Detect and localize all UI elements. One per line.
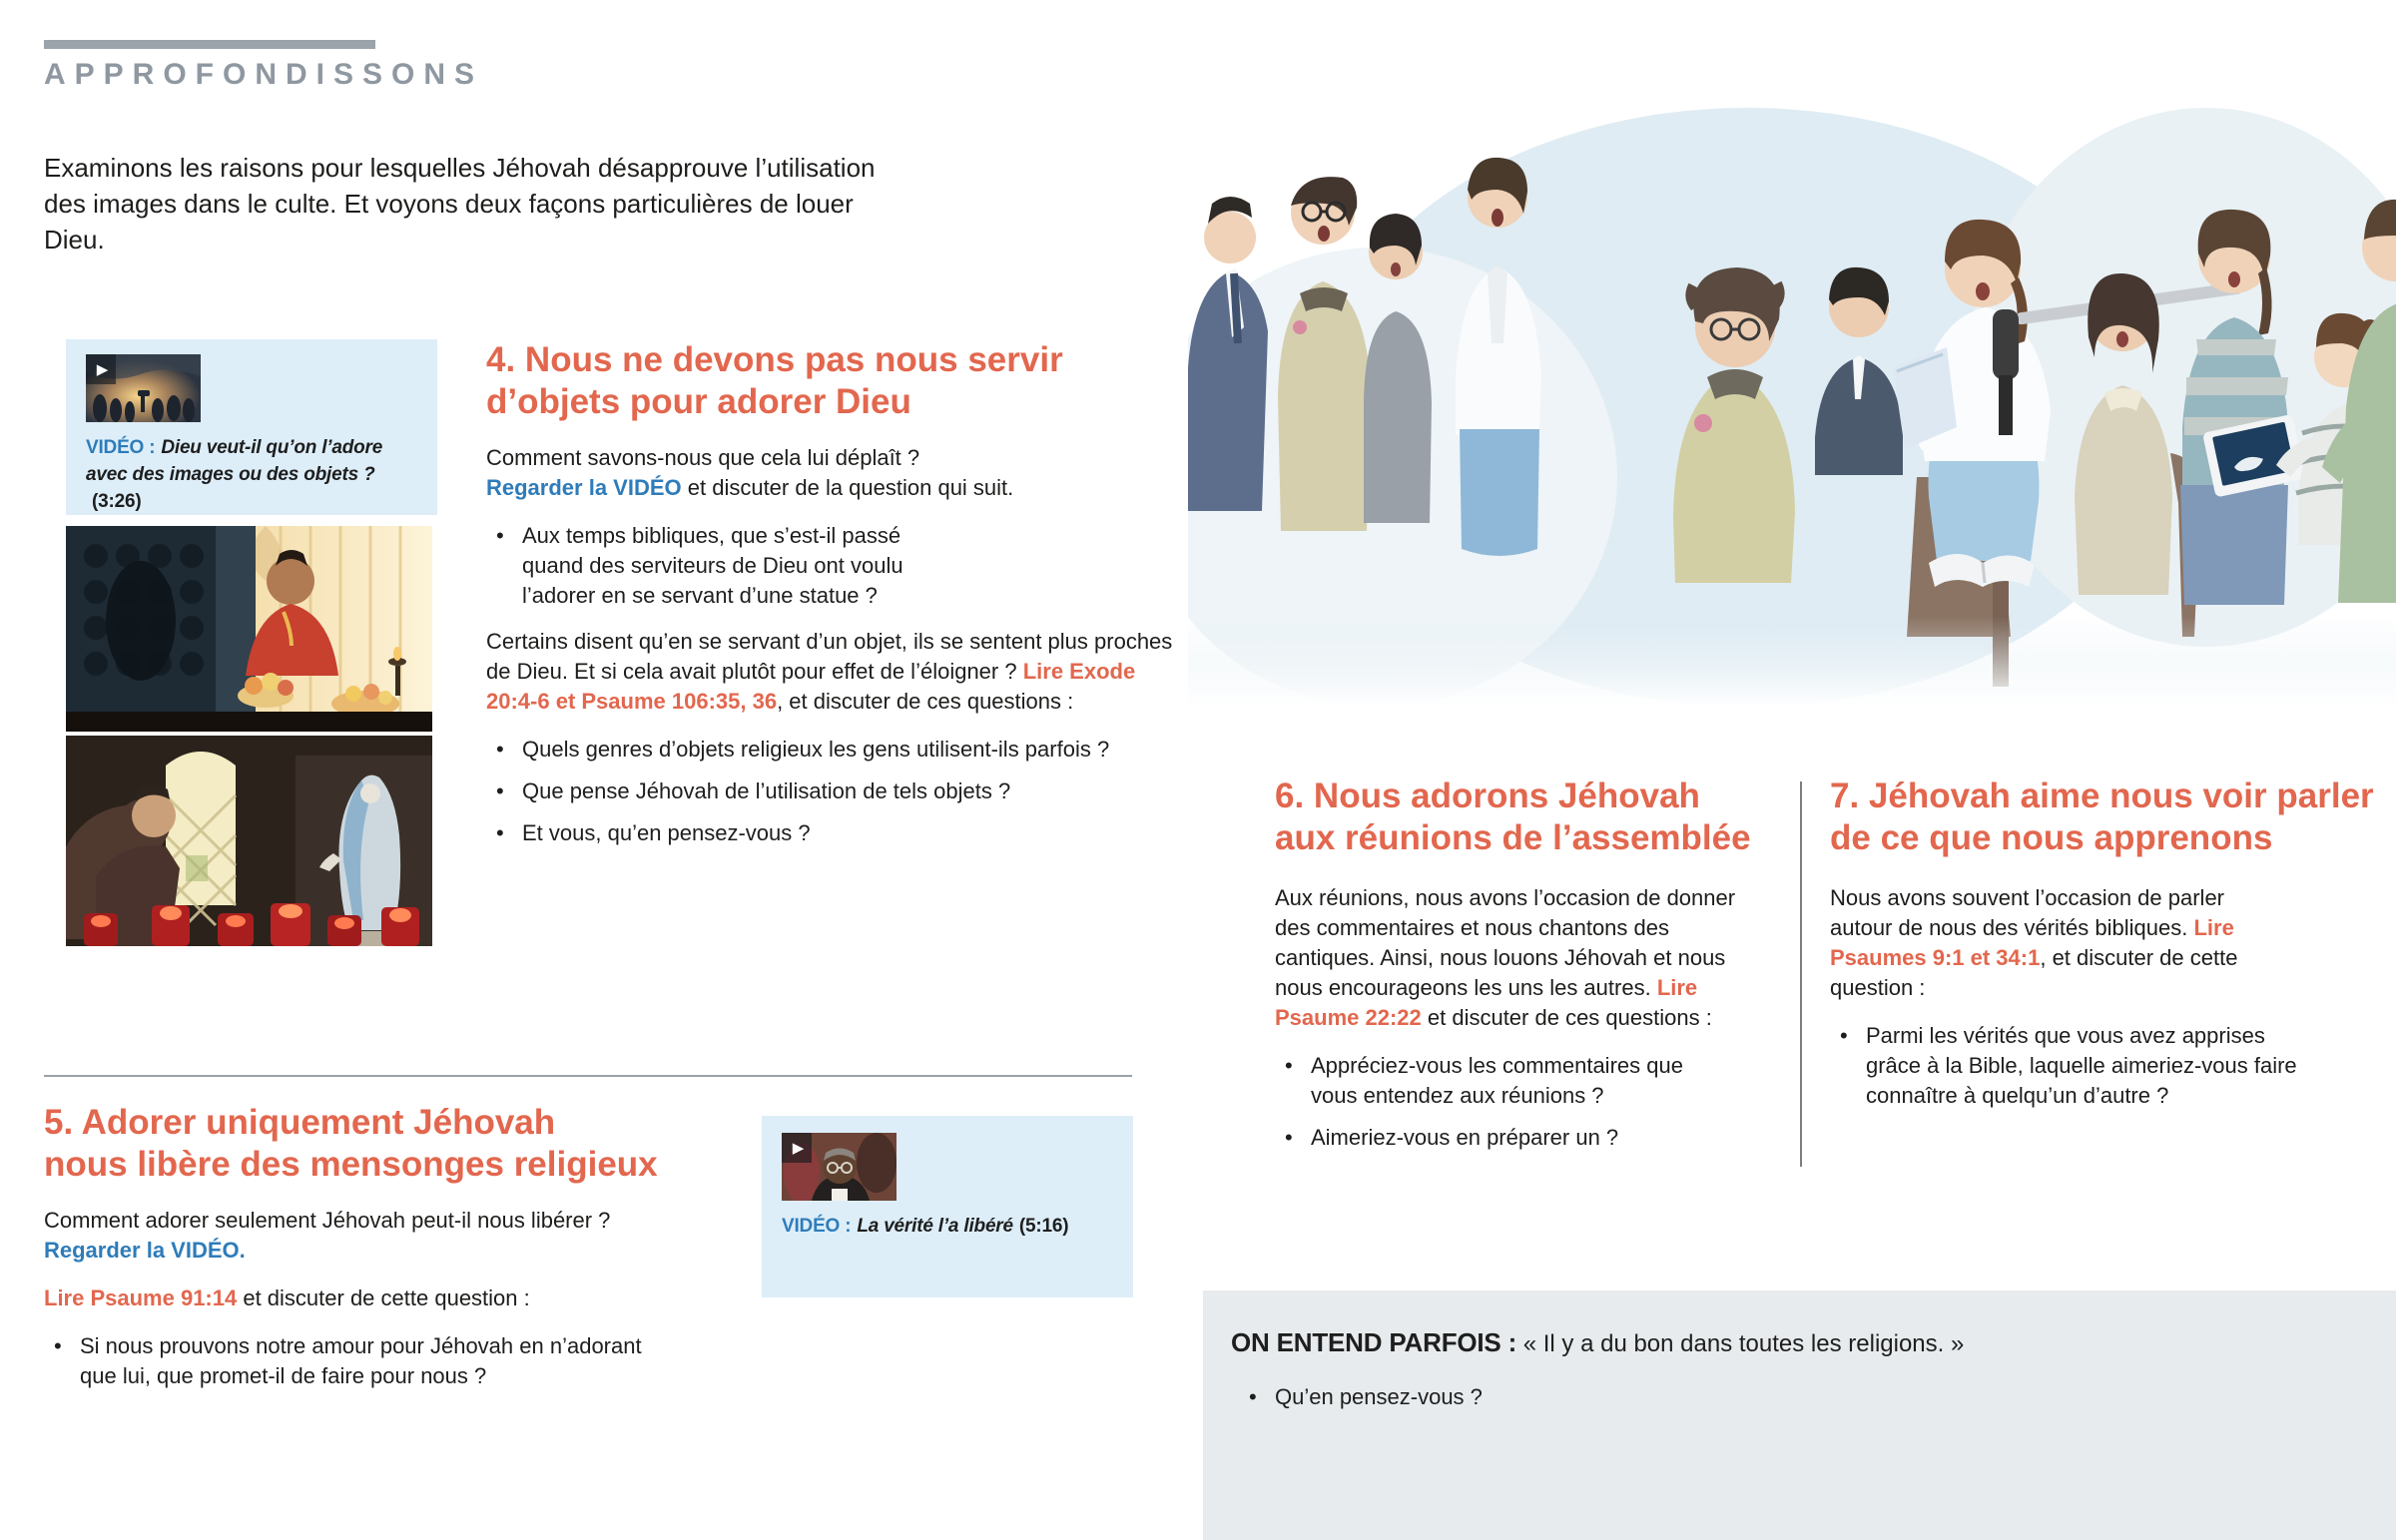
- section-7-bullet-list: [1830, 1021, 2319, 1111]
- video-thumbnail-man-portrait[interactable]: [782, 1133, 897, 1201]
- singer-woman-glasses: [1278, 177, 1371, 531]
- list-item: • Aux temps bibliques, que s’est-il passé quand des serviteurs de Dieu ont voulu l’adorer en se servant d’une statue ?: [486, 521, 955, 611]
- section-7: [1830, 775, 2374, 1123]
- list-item: • Qu’en pensez-vous ?: [1239, 1382, 2356, 1412]
- section-4-paragraph: Certains disent qu’en se servant d’un objet, ils se sentent plus proches de Dieu. Et si cela avait plutôt pour effet de l’éloigner ? Lire Exode 20:4-6 et Psaume 106:35, 36, et discuter de ces questions :: [486, 629, 1173, 714]
- play-icon[interactable]: ▶: [86, 354, 116, 384]
- video-duration: (5:16): [1018, 1216, 1069, 1237]
- section-6-heading: 6. Nous adorons Jéhovah aux réunions de l’assemblée: [1275, 776, 1751, 857]
- section-5-question: Comment adorer seulement Jéhovah peut-il nous libérer ? Regarder la VIDÉO.: [44, 1208, 611, 1263]
- section-4-heading: 4. Nous ne devons pas nous servir d’objets pour adorer Dieu: [486, 340, 1063, 421]
- section-5-heading: 5. Adorer uniquement Jéhovah nous libère des mensonges religieux: [44, 1103, 658, 1184]
- video-box-2: [762, 1116, 1133, 1297]
- video-box-1: [66, 339, 437, 515]
- video-1-caption: [86, 434, 417, 515]
- watch-video-link[interactable]: Regarder la VIDÉO: [486, 475, 682, 500]
- video-label: VIDÉO :: [782, 1216, 852, 1237]
- congregation-illustration: [1188, 78, 2396, 707]
- section-5-paragraph: Lire Psaume 91:14 et discuter de cette question :: [44, 1285, 530, 1310]
- on-entend-parfois-box: [1203, 1290, 2396, 1540]
- heard-bullet-list: [1239, 1382, 2356, 1412]
- scripture-link-psaume-91[interactable]: Lire Psaume 91:14: [44, 1285, 238, 1310]
- shrine-scene-image: [66, 526, 432, 732]
- list-item: • Et vous, qu’en pensez-vous ?: [486, 818, 1125, 848]
- kicker-title: APPROFONDISSONS: [44, 58, 484, 91]
- video-duration: (3:26): [92, 491, 142, 512]
- statue-prayer-photo: [66, 736, 432, 946]
- list-item: • Parmi les vérités que vous avez apprises grâce à la Bible, laquelle aimeriez-vous faire connaître à quelqu’un d’autre ?: [1830, 1021, 2319, 1111]
- meeting-scene-image: [1188, 78, 2396, 707]
- arched-window: [166, 752, 236, 925]
- section-5-bullet-list: [44, 1331, 683, 1391]
- singing-group: [1188, 158, 1541, 556]
- section-4-bullet-list-1: [486, 521, 955, 611]
- column-divider: [1800, 781, 1802, 1167]
- kicker-rule: [44, 40, 375, 49]
- intro-paragraph: Examinons les raisons pour lesquelles Jéhovah désapprouve l’utilisation des images dans le culte. Et voyons deux façons particulières de louer Dieu.: [44, 153, 876, 255]
- section-7-heading: 7. Jéhovah aime nous voir parler de ce que nous apprenons: [1830, 776, 2374, 857]
- section-5-divider: [44, 1075, 1132, 1077]
- singer-woman-bob: [1364, 214, 1432, 523]
- section-5: [44, 1102, 743, 1403]
- scripture-link-psaume-22[interactable]: Lire Psaume 22:22: [1275, 975, 1698, 1030]
- video-title: La vérité l’a libéré: [857, 1216, 1013, 1237]
- section-4-question: Comment savons-nous que cela lui déplaît ? Regarder la VIDÉO et discuter de la question qui suit.: [486, 445, 1014, 500]
- list-item: • Si nous prouvons notre amour pour Jéhovah en n’adorant que lui, que promet-il de faire pour nous ?: [44, 1331, 683, 1391]
- video-title: Dieu veut-il qu’on l’adore avec des images ou des objets ?: [86, 437, 383, 485]
- heard-quote: « Il y a du bon dans toutes les religions. »: [1516, 1330, 1965, 1357]
- list-item: • Aimeriez-vous en préparer un ?: [1275, 1123, 1694, 1153]
- section-6-paragraph: Aux réunions, nous avons l’occasion de donner des commentaires et nous chantons des cantiques. Ainsi, nous louons Jéhovah et nous nous encourageons les uns les autres. Lire Psaume 22:22 et discuter de ces questions :: [1275, 885, 1736, 1030]
- scripture-link-psaumes-9-34[interactable]: Lire Psaumes 9:1 et 34:1: [1830, 915, 2234, 970]
- section-4: [486, 339, 1175, 860]
- list-item: • Que pense Jéhovah de l’utilisation de tels objets ?: [486, 776, 1125, 806]
- section-4-bullet-list-2: [486, 735, 1125, 848]
- video-label: VIDÉO :: [86, 437, 156, 458]
- statue-scene-image: [66, 736, 432, 946]
- section-6-bullet-list: [1275, 1051, 1694, 1153]
- scripture-link-exode[interactable]: Lire Exode 20:4-6 et Psaume 106:35, 36: [486, 659, 1136, 714]
- list-item: • Appréciez-vous les commentaires que vous entendez aux réunions ?: [1275, 1051, 1694, 1111]
- singer-man-suit: [1188, 197, 1268, 511]
- video-thumbnail-golden-calf[interactable]: [86, 354, 201, 422]
- heard-label: ON ENTEND PARFOIS :: [1231, 1327, 1517, 1357]
- shrine-prayer-photo: [66, 526, 432, 732]
- video-2-caption: [782, 1213, 1113, 1240]
- heard-statement: [1231, 1326, 2356, 1360]
- list-item: • Quels genres d’objets religieux les gens utilisent-ils parfois ?: [486, 735, 1125, 765]
- section-6: [1275, 775, 1774, 1165]
- watch-video-link[interactable]: Regarder la VIDÉO.: [44, 1238, 246, 1263]
- section-7-paragraph: Nous avons souvent l’occasion de parler autour de nous des vérités bibliques. Lire Psaumes 9:1 et 34:1, et discuter de cette question :: [1830, 885, 2238, 1000]
- play-icon[interactable]: ▶: [782, 1133, 812, 1163]
